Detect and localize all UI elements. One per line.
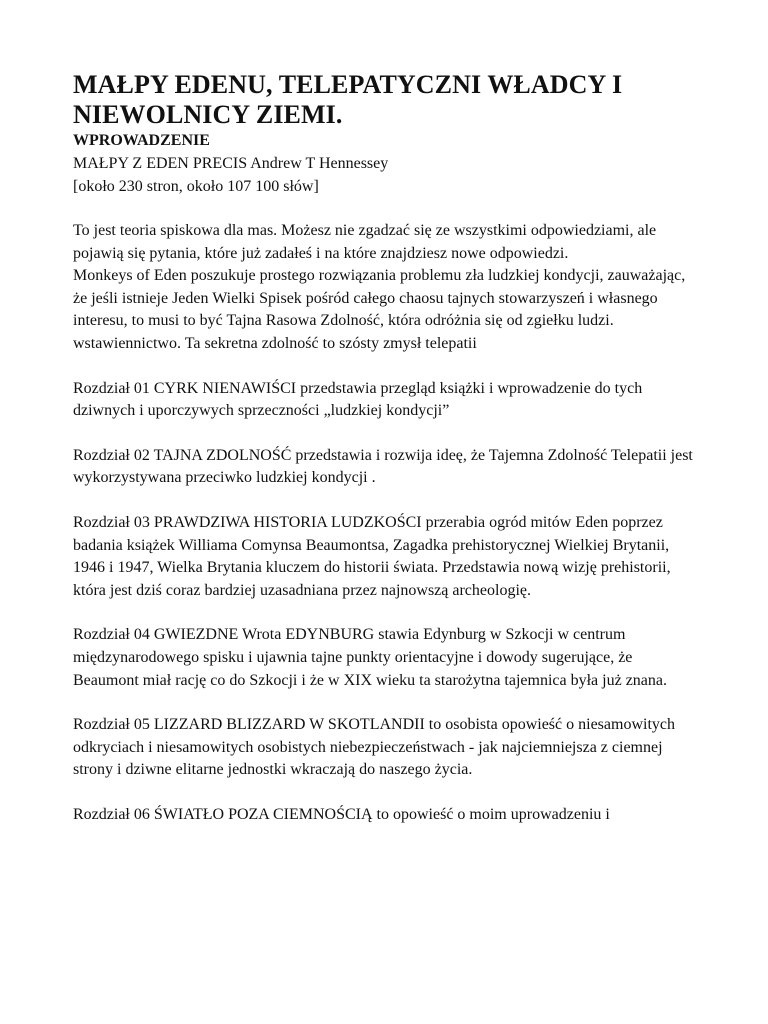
summary-paragraph: Monkeys of Eden poszukuje prostego rozwiązania problemu zła ludzkiej kondycji, zauważając, że jeśli istnieje Jeden Wielki Spisek pośród całego chaosu tajnych stowarzyszeń i własnego interesu, to musi to być Tajna Rasowa Zdolność, która odróżnia się od zgiełku ludzi. wstawiennictwo. Ta sekretna zdolność to szósty zmysł telepatii: [73, 267, 686, 352]
spacer: [73, 692, 693, 714]
document-stats: [około 230 stron, około 107 100 słów]: [73, 178, 319, 195]
chapter-05-paragraph: Rozdział 05 LIZZARD BLIZZARD W SKOTLANDII to osobista opowieść o niesamowitych odkryciach i niesamowitych osobistych niebezpieczeństwach - jak najciemniejsza z ciemnej strony i dziwne elitarne jednostki wkraczają do naszego życia.: [73, 716, 675, 779]
document-page: [73, 70, 693, 826]
chapter-01-paragraph: Rozdział 01 CYRK NIENAWIŚCI przedstawia przegląd książki i wprowadzenie do tych dziwnych i uporczywych sprzeczności „ludzkiej kondycji”: [73, 379, 643, 420]
spacer: [73, 356, 693, 378]
document-title: MAŁPY EDENU, TELEPATYCZNI WŁADCY I NIEWOLNICY ZIEMI.: [73, 70, 623, 129]
byline: MAŁPY Z EDEN PRECIS Andrew T Hennessey: [73, 155, 389, 172]
spacer: [73, 602, 693, 624]
chapter-04-paragraph: Rozdział 04 GWIEZDNE Wrota EDYNBURG stawia Edynburg w Szkocji w centrum międzynarodowego spisku i ujawnia tajne punkty orientacyjne i dowody sugerujące, że Beaumont miał rację co do Szkocji i że w XIX wieku ta starożytna tajemnica była już znana.: [73, 626, 667, 689]
spacer: [73, 782, 693, 804]
section-heading: WPROWADZENIE: [73, 132, 210, 149]
chapter-06-paragraph: Rozdział 06 ŚWIATŁO POZA CIEMNOŚCIĄ to opowieść o moim uprowadzeniu i: [73, 805, 610, 823]
chapter-02-paragraph: Rozdział 02 TAJNA ZDOLNOŚĆ przedstawia i rozwija ideę, że Tajemna Zdolność Telepatii jest wykorzystywana przeciwko ludzkiej kondycji .: [73, 446, 693, 487]
spacer: [73, 198, 693, 220]
chapter-03-paragraph: Rozdział 03 PRAWDZIWA HISTORIA LUDZKOŚCI przerabia ogród mitów Eden poprzez badania książek Williama Comynsa Beaumontsa, Zagadka prehistorycznej Wielkiej Brytanii, 1946 i 1947, Wielka Brytania kluczem do historii świata. Przedstawia nową wizję prehistorii, która jest dziś coraz bardziej uzasadniana przez najnowszą archeologię.: [73, 513, 671, 599]
spacer: [73, 423, 693, 445]
intro-paragraph: To jest teoria spiskowa dla mas. Możesz nie zgadzać się ze wszystkimi odpowiedziami, ale pojawią się pytania, które już zadałeś i na które znajdziesz nowe odpowiedzi.: [73, 222, 657, 262]
spacer: [73, 490, 693, 512]
